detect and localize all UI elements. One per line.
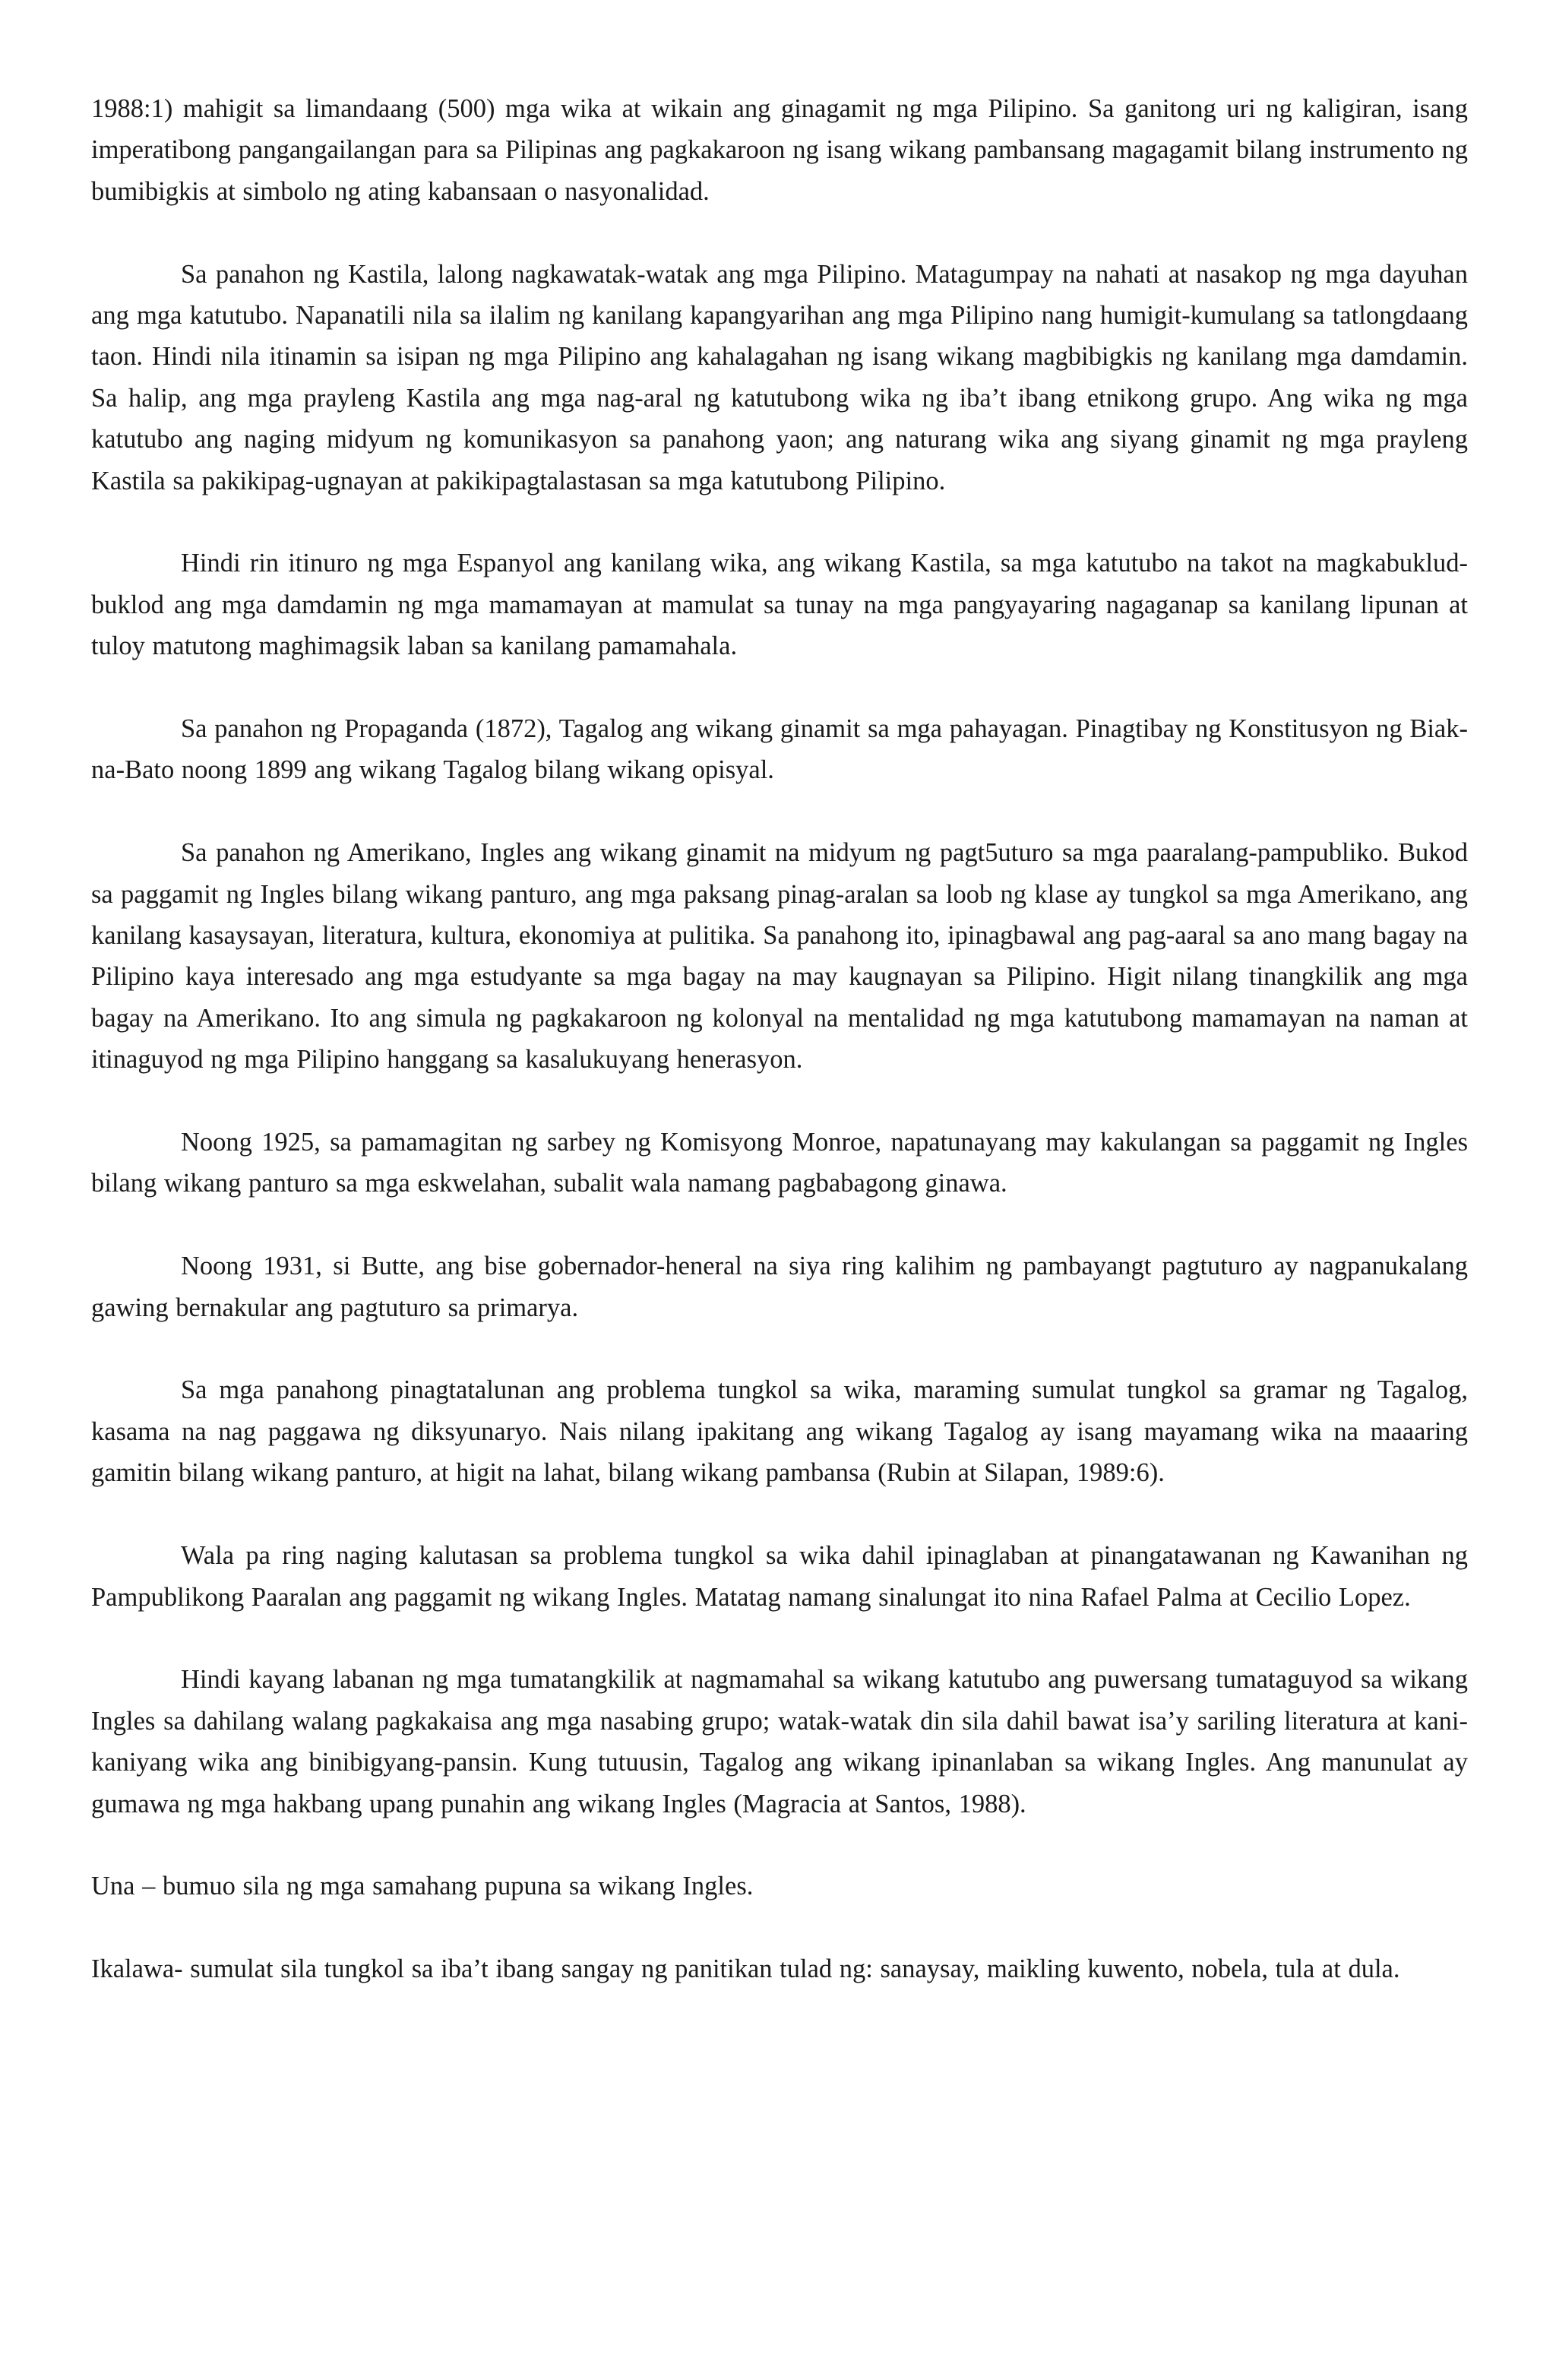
paragraph-11: Una – bumuo sila ng mga samahang pupuna sa wikang Ingles. [91,1872,754,1901]
paragraph-12: Ikalawa- sumulat sila tungkol sa iba’t ibang sangay ng panitikan tulad ng: sanaysay, maikling kuwento, nobela, tula at dula. [91,1954,1400,1984]
paragraph-7: Noong 1931, si Butte, ang bise gobernador-heneral na siya ring kalihim ng pambayangt pagtuturo ay nagpanukalang gawing bernakular ang pagtuturo sa primarya. [91,1252,1468,1322]
paragraph-2: Sa panahon ng Kastila, lalong nagkawatak-watak ang mga Pilipino. Matagumpay na nahati at nasakop ng mga dayuhan ang mga katutubo. Napanatili nila sa ilalim ng kanilang kapangyarihan ang mga Pilipino nang humigit-kumulang sa tatlongdaang taon. Hindi nila itinamin sa isipan ng mga Pilipino ang kahalagahan ng isang wikang magbibigkis ng kanilang mga damdamin. Sa halip, ang mga prayleng Kastila ang mga nag-aral ng katutubong wika ng iba’t ibang etnikong grupo. Ang wika ng mga katutubo ang naging midyum ng komunikasyon sa panahong yaon; ang naturang wika ang siyang ginamit ng mga prayleng Kastila sa pakikipag-ugnayan at pakikipagtalastasan sa mga katutubong Pilipino. [91,259,1468,495]
paragraph-6: Noong 1925, sa pamamagitan ng sarbey ng Komisyong Monroe, napatunayang may kakulangan sa paggamit ng Ingles bilang wikang panturo sa mga eskwelahan, subalit wala namang pagbabagong ginawa. [91,1128,1468,1198]
paragraph-1: 1988:1) mahigit sa limandaang (500) mga wika at wikain ang ginagamit ng mga Pilipino. Sa ganitong uri ng kaligiran, isang imperatibong pangangailangan para sa Pilipinas ang pagkakaroon ng isang wikang pambansang magagamit bilang instrumento ng bumibigkis at simbolo ng ating kabansaan o nasyonalidad. [91,94,1468,206]
paragraph-9: Wala pa ring naging kalutasan sa problema tungkol sa wika dahil ipinaglaban at pinangatawanan ng Kawanihan ng Pampublikong Paaralan ang paggamit ng wikang Ingles. Matatag namang sinalungat ito nina Rafael Palma at Cecilio Lopez. [91,1541,1468,1612]
paragraph-5: Sa panahon ng Amerikano, Ingles ang wikang ginamit na midyum ng pagt5uturo sa mga paaralang-pampubliko. Bukod sa paggamit ng Ingles bilang wikang panturo, ang mga paksang pinag-aralan sa loob ng klase ay tungkol sa mga Amerikano, ang kanilang kasaysayan, literatura, kultura, ekonomiya at pulitika. Sa panahong ito, ipinagbawal ang pag-aaral sa ano mang bagay na Pilipino kaya interesado ang mga estudyante sa mga bagay na may kaugnayan sa Pilipino. Higit nilang tinangkilik ang mga bagay na Amerikano. Ito ang simula ng pagkakaroon ng kolonyal na mentalidad ng mga katutubong mamamayan na naman at itinaguyod ng mga Pilipino hanggang sa kasalukuyang henerasyon. [91,838,1468,1074]
paragraph-10: Hindi kayang labanan ng mga tumatangkilik at nagmamahal sa wikang katutubo ang puwersang tumataguyod sa wikang Ingles sa dahilang walang pagkakaisa ang mga nasabing grupo; watak-watak din sila dahil bawat isa’y sariling literatura at kani-kaniyang wika ang binibigyang-pansin. Kung tutuusin, Tagalog ang wikang ipinanlaban sa wikang Ingles. Ang manunulat ay gumawa ng mga hakbang upang punahin ang wikang Ingles (Magracia at Santos, 1988). [91,1665,1468,1818]
paragraph-8: Sa mga panahong pinagtatalunan ang problema tungkol sa wika, maraming sumulat tungkol sa gramar ng Tagalog, kasama na nag paggawa ng diksyunaryo. Nais nilang ipakitang ang wikang Tagalog ay isang mayamang wika na maaaring gamitin bilang wikang panturo, at higit na lahat, bilang wikang pambansa (Rubin at Silapan, 1989:6). [91,1375,1468,1488]
paragraph-3: Hindi rin itinuro ng mga Espanyol ang kanilang wika, ang wikang Kastila, sa mga katutubo na takot na magkabuklud-buklod ang mga damdamin ng mga mamamayan at mamulat sa tunay na mga pangyayaring nagaganap sa kanilang lipunan at tuloy matutong maghimagsik laban sa kanilang pamamahala. [91,549,1468,661]
paragraph-4: Sa panahon ng Propaganda (1872), Tagalog ang wikang ginamit sa mga pahayagan. Pinagtibay ng Konstitusyon ng Biak-na-Bato noong 1899 ang wikang Tagalog bilang wikang opisyal. [91,714,1468,785]
